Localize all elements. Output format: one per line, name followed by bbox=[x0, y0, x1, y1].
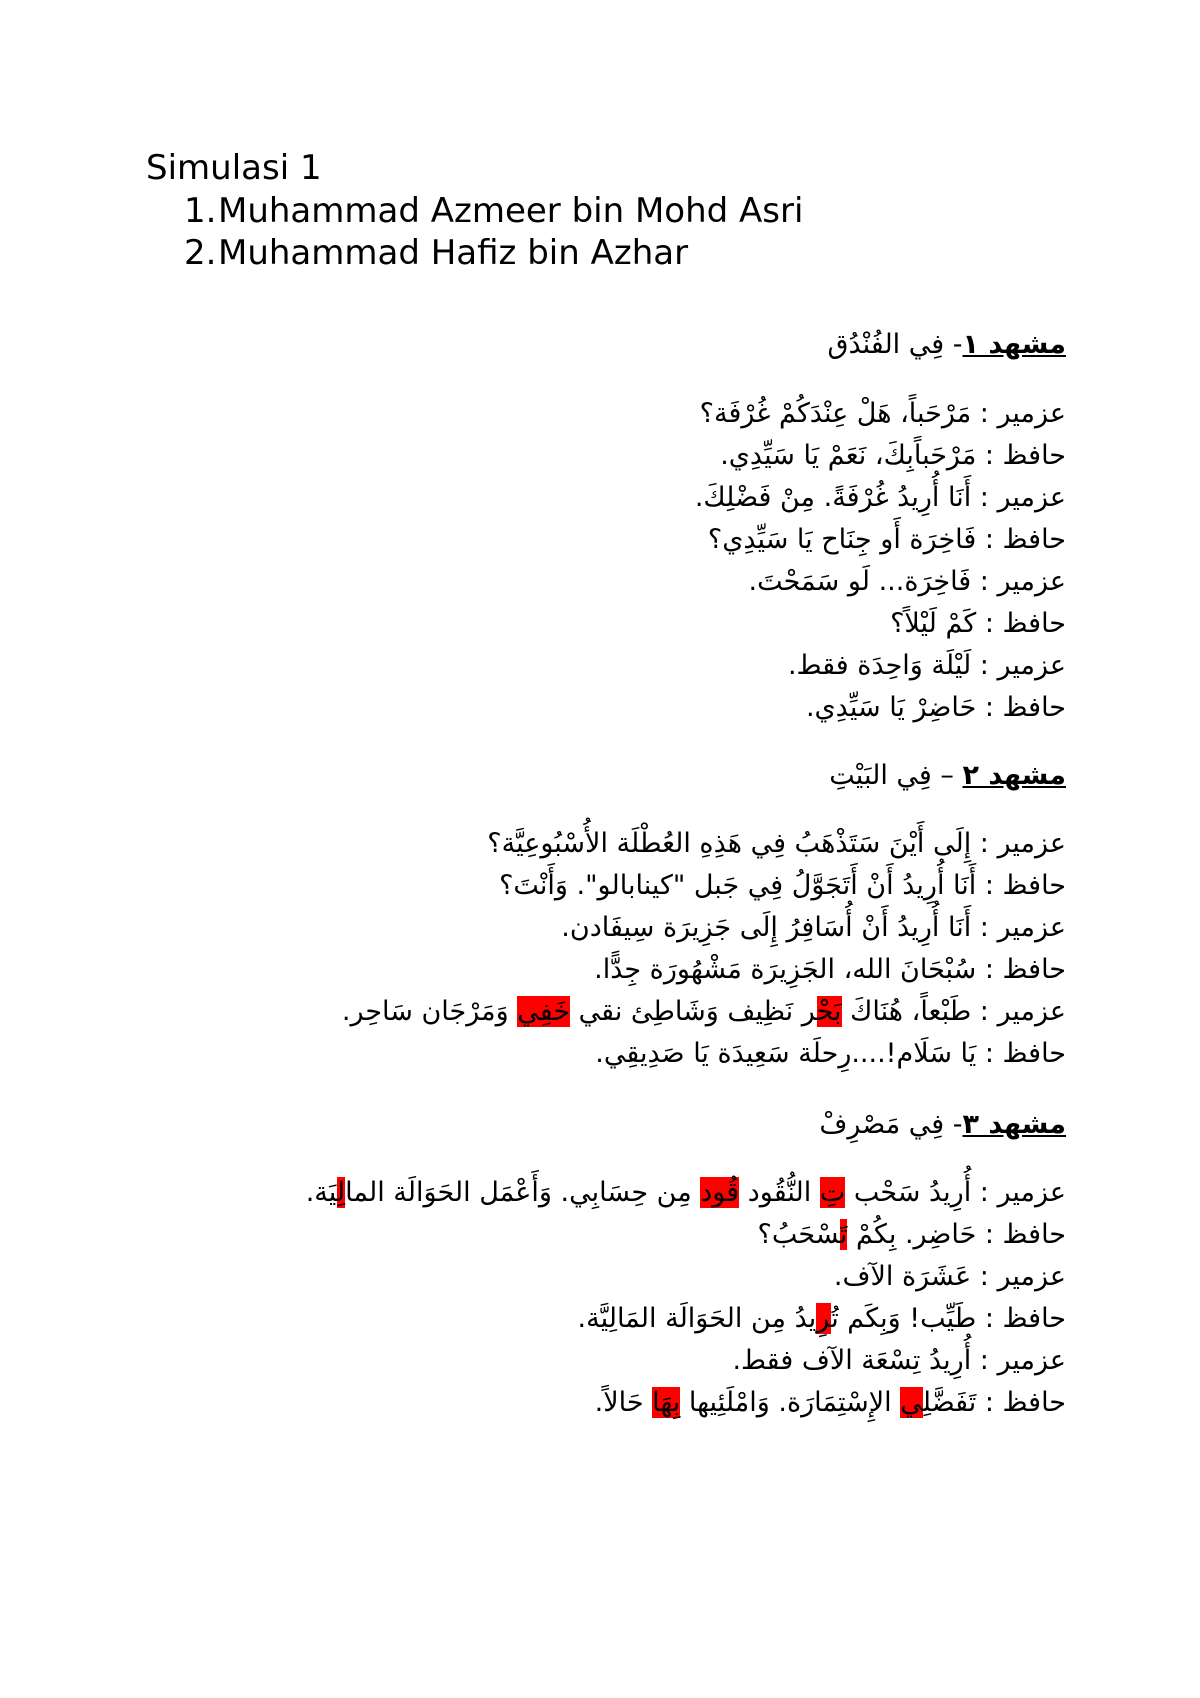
speaker-name: حافظ bbox=[1002, 1303, 1066, 1334]
scene-3-heading bbox=[66, 1103, 1066, 1147]
dialogue-text: يَة. bbox=[305, 1177, 337, 1208]
dialogue-text: الإِسْتِمَارَة. وَامْلَئِيها bbox=[680, 1387, 901, 1418]
dialogue-line bbox=[66, 1172, 1066, 1214]
speaker-name: حافظ bbox=[1002, 1038, 1066, 1069]
scene-2-label: مشهد ٢ bbox=[962, 760, 1066, 791]
member-item bbox=[184, 232, 803, 274]
dialogue-line bbox=[66, 949, 1066, 991]
dialogue-text: وَمَرْجَان سَاحِر. bbox=[341, 996, 518, 1027]
member-number: 2. bbox=[184, 233, 217, 273]
speaker-name: حافظ bbox=[1002, 692, 1066, 723]
highlighted-text: رِ bbox=[816, 1303, 832, 1334]
speaker-name: عزمير bbox=[997, 566, 1066, 597]
dialogue-text: : حَاضِر. بِكُمْ bbox=[847, 1219, 1003, 1250]
dialogue-line bbox=[66, 1214, 1066, 1256]
dialogue-text: : أَنَا أُرِيدُ غُرْفَةً. مِنْ فَضْلِكَ. bbox=[694, 482, 998, 513]
speaker-name: حافظ bbox=[1002, 440, 1066, 471]
speaker-name: حافظ bbox=[1002, 608, 1066, 639]
dialogue-line bbox=[66, 1340, 1066, 1382]
dialogue-line bbox=[66, 1256, 1066, 1298]
dialogue-text: النُّقُود bbox=[739, 1177, 820, 1208]
highlighted-text: بَحْ bbox=[816, 996, 842, 1027]
dialogue-line bbox=[66, 435, 1066, 477]
speaker-name: عزمير bbox=[997, 398, 1066, 429]
dialogue-text: حَالاً. bbox=[594, 1387, 653, 1418]
dialogue-line bbox=[66, 687, 1066, 729]
dialogue-text: : تَفَضَّلِ bbox=[922, 1387, 1003, 1418]
highlighted-text: تَ bbox=[839, 1219, 848, 1250]
dialogue-line bbox=[66, 519, 1066, 561]
dialogue-text: : سُبْحَانَ الله، الجَزِيرَة مَشْهُورَة جِدًّا. bbox=[594, 954, 1003, 985]
scene-1-dialogue bbox=[66, 393, 1066, 729]
speaker-name: عزمير bbox=[997, 482, 1066, 513]
dialogue-line bbox=[66, 823, 1066, 865]
dialogue-text: : أُرِيدُ تِسْعَة الآف فقط. bbox=[732, 1345, 998, 1376]
scene-1-heading bbox=[66, 323, 1066, 367]
speaker-name: حافظ bbox=[1002, 870, 1066, 901]
dialogue-text: : فَاخِرَة... لَو سَمَحْتَ. bbox=[748, 566, 998, 597]
highlighted-text: خَفِي bbox=[517, 996, 571, 1027]
dialogue-text: : أُرِيدُ سَحْب bbox=[845, 1177, 998, 1208]
speaker-name: عزمير bbox=[997, 1345, 1066, 1376]
member-item bbox=[184, 190, 803, 232]
dialogue-text: : فَاخِرَة أَو جِنَاح يَا سَيِّدِي؟ bbox=[707, 524, 1003, 555]
scene-2-heading bbox=[66, 754, 1066, 798]
dialogue-text: : أَنَا أُرِيدُ أَنْ أَتَجَوَّلُ فِي جَبل "كينابالو". وَأَنْتَ؟ bbox=[499, 870, 1003, 901]
dialogue-text: : إِلَى أَيْنَ سَتَذْهَبُ فِي هَذِهِ العُطْلَة الأُسْبُوعِيَّة؟ bbox=[487, 828, 998, 859]
document-title: Simulasi 1 bbox=[146, 148, 322, 188]
highlighted-text: ي bbox=[900, 1387, 923, 1418]
dialogue-text: : طَبْعاً، هُنَاكَ bbox=[841, 996, 998, 1027]
dialogue-text: : مَرْحَباً، هَلْ عِنْدَكُمْ غُرْفَة؟ bbox=[699, 398, 998, 429]
dialogue-line bbox=[66, 393, 1066, 435]
dialogue-text: : أَنَا أُرِيدُ أَنْ أُسَافِرُ إِلَى جَزِيرَة سِيفَادن. bbox=[561, 912, 998, 943]
scene-1-label: مشهد ١ bbox=[962, 329, 1066, 360]
speaker-name: عزمير bbox=[997, 1261, 1066, 1292]
dialogue-text: : عَشَرَة الآف. bbox=[833, 1261, 998, 1292]
dialogue-text: : حَاضِرْ يَا سَيِّدِي. bbox=[805, 692, 1003, 723]
speaker-name: عزمير bbox=[997, 828, 1066, 859]
speaker-name: حافظ bbox=[1002, 954, 1066, 985]
speaker-name: عزمير bbox=[997, 1177, 1066, 1208]
highlighted-text: لِ bbox=[336, 1177, 346, 1208]
dialogue-text: : مَرْحَباًبِكَ، نَعَمْ يَا سَيِّدِي. bbox=[720, 440, 1003, 471]
scene-2-title: – فِي البَيْتِ bbox=[829, 760, 963, 791]
dialogue-line bbox=[66, 1298, 1066, 1340]
dialogue-line bbox=[66, 991, 1066, 1033]
dialogue-line bbox=[66, 907, 1066, 949]
dialogue-line bbox=[66, 561, 1066, 603]
dialogue-text: مِن حِسَابِي. وَأَعْمَل الحَوَالَة الما bbox=[345, 1177, 701, 1208]
dialogue-text: يدُ مِن الحَوَالَة المَالِيَّة. bbox=[577, 1303, 817, 1334]
dialogue-text: ر نَظِيف وَشَاطِئ نقي bbox=[570, 996, 817, 1027]
dialogue-text: : كَمْ لَيْلاً؟ bbox=[890, 608, 1003, 639]
speaker-name: عزمير bbox=[997, 650, 1066, 681]
scene-3-title: - فِي مَصْرِفْ bbox=[819, 1109, 963, 1140]
dialogue-line bbox=[66, 603, 1066, 645]
speaker-name: حافظ bbox=[1002, 1219, 1066, 1250]
dialogue-line bbox=[66, 865, 1066, 907]
dialogue-line bbox=[66, 477, 1066, 519]
dialogue-text: : طَيِّب! وَبِكَم تُ bbox=[831, 1303, 1003, 1334]
highlighted-text: قُود bbox=[700, 1177, 740, 1208]
scene-3-dialogue bbox=[66, 1172, 1066, 1424]
speaker-name: حافظ bbox=[1002, 524, 1066, 555]
member-number: 1. bbox=[184, 191, 217, 231]
dialogue-line bbox=[66, 645, 1066, 687]
scene-2-dialogue bbox=[66, 823, 1066, 1075]
highlighted-text: بِهَا bbox=[652, 1387, 681, 1418]
member-list bbox=[184, 190, 803, 274]
dialogue-line bbox=[66, 1382, 1066, 1424]
dialogue-text: : لَيْلَة وَاحِدَة فقط. bbox=[787, 650, 998, 681]
speaker-name: حافظ bbox=[1002, 1387, 1066, 1418]
dialogue-text: سْحَبُ؟ bbox=[757, 1219, 840, 1250]
scene-3-label: مشهد ٣ bbox=[962, 1109, 1066, 1140]
scene-1-title: - فِي الفُنْدُق bbox=[827, 329, 963, 360]
highlighted-text: تِ bbox=[819, 1177, 846, 1208]
member-name: Muhammad Hafiz bin Azhar bbox=[218, 233, 689, 273]
dialogue-line bbox=[66, 1033, 1066, 1075]
speaker-name: عزمير bbox=[997, 912, 1066, 943]
speaker-name: عزمير bbox=[997, 996, 1066, 1027]
member-name: Muhammad Azmeer bin Mohd Asri bbox=[218, 191, 804, 231]
dialogue-text: : يَا سَلَام!....رِحلَة سَعِيدَة يَا صَدِيقِي. bbox=[595, 1038, 1003, 1069]
